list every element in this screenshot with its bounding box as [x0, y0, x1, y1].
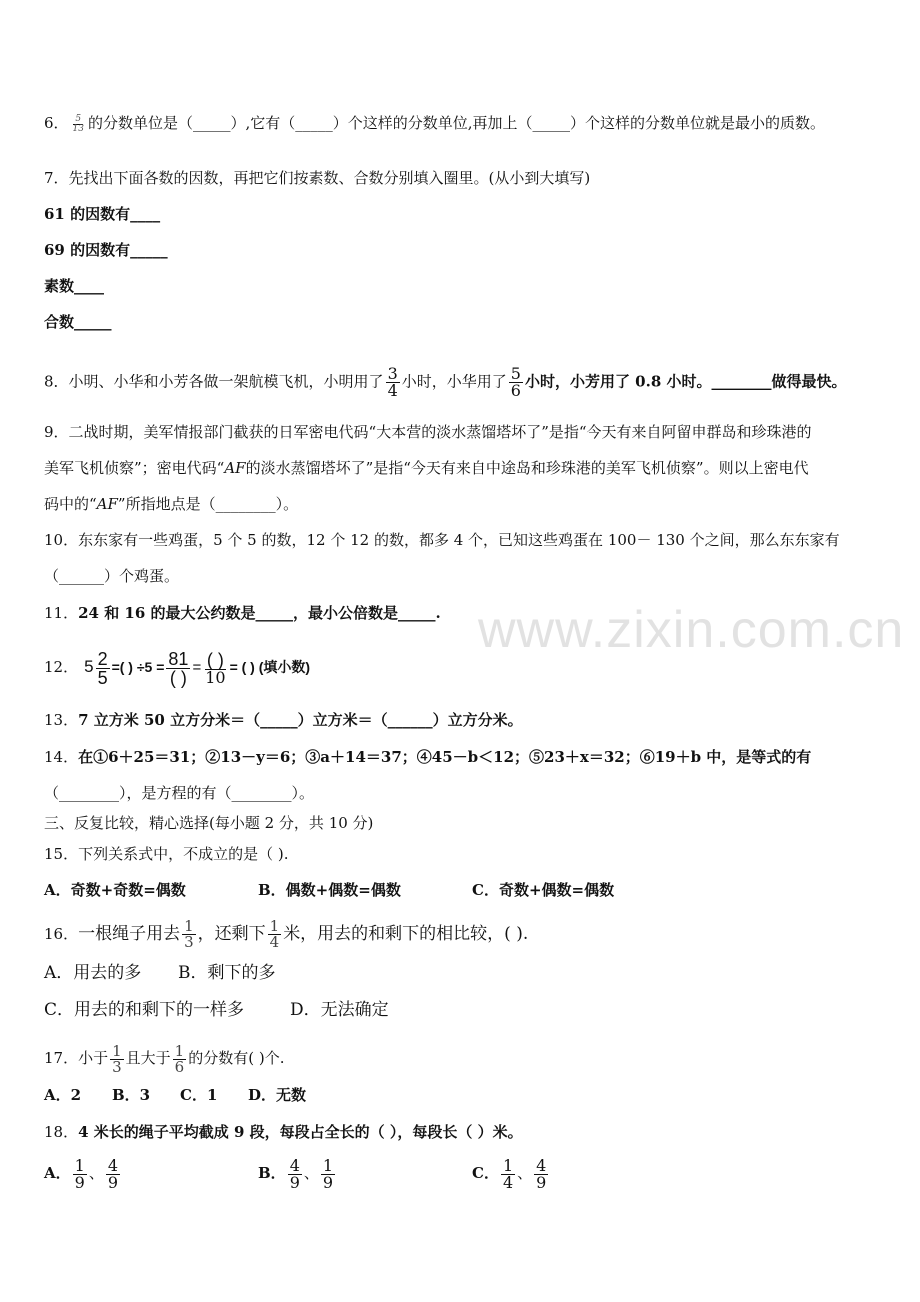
q8-text-2: 小时，小华用了	[401, 372, 507, 391]
question-7	[44, 167, 590, 189]
fraction: $\frac{1}{4}$	[269, 917, 280, 951]
question-14-line-2: （________），是方程的有（________）。	[44, 784, 315, 802]
fraction: $\frac{1}{9}$	[74, 1155, 85, 1192]
q7-composites: 合数_____	[44, 313, 112, 331]
question-8	[44, 366, 847, 399]
question-number: 14．	[44, 748, 79, 766]
equals: =	[192, 659, 202, 676]
mixed-whole: 5	[84, 657, 94, 676]
separator: 、	[88, 1164, 104, 1182]
fraction: $\frac{5}{6}$	[510, 364, 521, 400]
q16-option-d[interactable]: D．无法确定	[290, 1000, 389, 1020]
question-number: 12．	[44, 658, 79, 676]
q15-option-c[interactable]: C．奇数+偶数=偶数	[472, 881, 615, 899]
question-text: 的分数单位是（_____）,它有（_____）个这样的分数单位,再加上（_____）个这样的分数单位就是最小的质数。	[88, 114, 826, 132]
q16-option-a[interactable]: A．用去的多	[44, 963, 142, 983]
question-18	[44, 1121, 523, 1143]
fraction: $\frac{1}{9}$	[322, 1155, 334, 1192]
fraction: $\frac{2}{5}$	[97, 648, 108, 688]
option-label: A．	[44, 1164, 71, 1182]
fraction: $\frac{1}{4}$	[502, 1155, 514, 1192]
question-10-line-1	[44, 529, 840, 551]
question-text: 24 和 16 的最大公约数是_____，最小公倍数是_____.	[78, 604, 441, 622]
q16-option-c[interactable]: C．用去的和剩下的一样多	[44, 1000, 245, 1020]
q7-factors-69: 69 的因数有_____	[44, 241, 168, 259]
q7-factors-61: 61 的因数有____	[44, 205, 161, 223]
af-code: AF	[224, 459, 246, 477]
question-9-line-2	[44, 457, 809, 479]
question-number: 8．	[44, 372, 69, 391]
q8-text-3: 小时，小芳用了 0.8 小时。________做得最快。	[524, 372, 847, 391]
q17-option-a[interactable]: A．2	[44, 1086, 82, 1104]
q17-option-b[interactable]: B．3	[112, 1086, 151, 1104]
q16-text-3: 米，用去的和剩下的相比较，( ).	[283, 924, 529, 944]
fraction: $\frac{4}{9}$	[289, 1155, 300, 1192]
q9-text: 的淡水蒸馏塔坏了”是指“今天有来自中途岛和珍珠港的美军飞机侦察”。则以上密电代	[245, 459, 809, 477]
question-number: 13．	[44, 711, 79, 729]
question-16	[44, 914, 528, 954]
q9-text: 美军飞机侦察”；密电代码“	[44, 459, 225, 477]
fraction: $\frac{5}{13}$	[72, 113, 84, 134]
question-text: 东东家有一些鸡蛋，5 个 5 的数，12 个 12 的数，都多 4 个，已知这些鸡蛋在 100－ 130 个之间，那么东东家有	[78, 531, 840, 549]
question-text: 7 立方米 50 立方分米＝（_____）立方米＝（______）立方分米。	[78, 711, 523, 729]
question-6	[44, 112, 825, 134]
q15-option-b[interactable]: B．偶数+偶数=偶数	[258, 881, 401, 899]
q7-primes: 素数____	[44, 277, 105, 295]
question-text: 二战时期，美军情报部门截获的日军密电代码“大本营的淡水蒸馏塔坏了”是指“今天有来自阿留申群岛和珍珠港的	[68, 423, 812, 441]
section-3-heading: 三、反复比较，精心选择(每小题 2 分，共 10 分)	[44, 814, 374, 832]
q12-text-1: =( ) ÷5 =	[111, 659, 165, 675]
q18-option-a[interactable]	[44, 1152, 122, 1194]
q17-text-2: 且大于	[125, 1049, 171, 1067]
q16-text-1: 一根绳子用去	[78, 924, 181, 944]
fraction: $\frac{( )}{10}$	[205, 649, 226, 687]
option-label: C．	[472, 1164, 499, 1182]
question-number: 15．	[44, 845, 79, 863]
question-number: 10．	[44, 531, 79, 549]
q17-text-1: 小于	[78, 1049, 109, 1067]
fraction: $\frac{4}{9}$	[536, 1155, 547, 1192]
fraction: $\frac{81}{( )}$	[168, 648, 189, 688]
question-number: 18．	[44, 1123, 79, 1141]
q18-option-b[interactable]	[258, 1152, 337, 1194]
question-number: 17．	[44, 1049, 79, 1067]
question-12	[44, 644, 310, 691]
fraction: $\frac{4}{9}$	[107, 1155, 119, 1192]
question-13	[44, 709, 523, 731]
q16-option-b[interactable]: B．剩下的多	[178, 963, 276, 983]
q17-option-c[interactable]: C．1	[180, 1086, 218, 1104]
q12-text-2: = ( ) (填小数)	[229, 659, 311, 675]
q9-text: 码中的“	[44, 495, 97, 513]
question-text: 下列关系式中，不成立的是（ ).	[78, 845, 289, 863]
question-number: 9．	[44, 423, 69, 441]
question-text: 4 米长的绳子平均截成 9 段，每段占全长的（ ），每段长（ ）米。	[78, 1123, 523, 1141]
q17-text-3: 的分数有( )个.	[188, 1049, 285, 1067]
q8-text-1: 小明、小华和小芳各做一架航模飞机，小明用了	[68, 372, 384, 391]
question-11	[44, 602, 441, 624]
q9-text: ”所指地点是（________）。	[117, 495, 299, 513]
q15-option-a[interactable]: A．奇数+奇数=偶数	[44, 881, 186, 899]
separator: 、	[303, 1164, 319, 1182]
q17-option-d[interactable]: D．无数	[248, 1086, 307, 1104]
question-17	[44, 1038, 284, 1078]
q18-option-c[interactable]	[472, 1152, 550, 1194]
question-number: 11．	[44, 604, 79, 622]
watermark: www.zixin.com.cn	[478, 601, 905, 659]
question-number: 7．	[44, 169, 69, 187]
question-number: 6．	[44, 114, 69, 132]
q16-text-2: ，还剩下	[197, 924, 266, 944]
fraction: $\frac{3}{4}$	[387, 364, 398, 400]
question-text: 在①6＋25＝31；②13－y＝6；③a＋14＝37；④45－b＜12；⑤23＋x＝32；⑥19＋b 中，是等式的有	[78, 748, 812, 766]
question-14-line-1	[44, 746, 811, 768]
question-text: 先找出下面各数的因数，再把它们按素数、合数分别填入圈里。(从小到大填写)	[68, 169, 591, 187]
question-10-line-2: （______）个鸡蛋。	[44, 567, 180, 585]
fraction: $\frac{1}{6}$	[174, 1041, 185, 1076]
question-9-line-1	[44, 421, 812, 443]
separator: 、	[517, 1164, 533, 1182]
fraction: $\frac{1}{3}$	[184, 917, 194, 951]
question-15	[44, 843, 288, 865]
af-code: AF	[96, 495, 118, 513]
option-label: B．	[258, 1164, 286, 1182]
fraction: $\frac{1}{3}$	[112, 1041, 122, 1076]
question-9-line-3	[44, 493, 298, 515]
question-number: 16．	[44, 925, 79, 943]
